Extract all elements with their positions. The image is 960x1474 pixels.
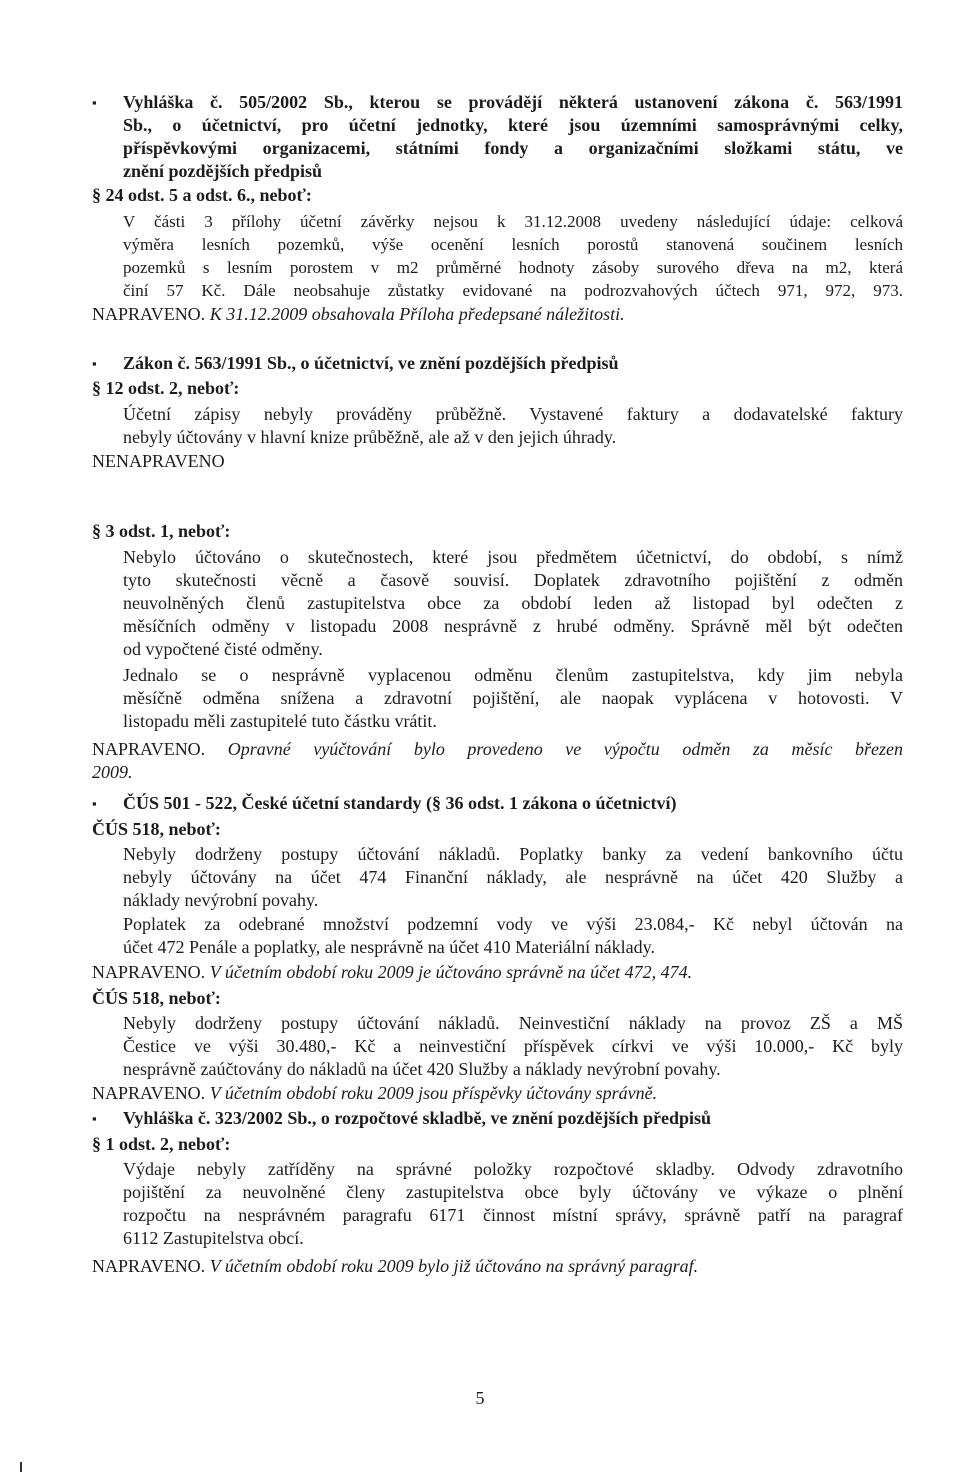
section-3-text-3 — [123, 1012, 903, 1081]
section-4-status — [92, 1255, 698, 1278]
section-2-status-1: NENAPRAVENO — [92, 451, 225, 471]
status-label: NAPRAVENO. — [92, 1083, 206, 1103]
section-2-text-1 — [123, 403, 903, 449]
section-3-heading: ČÚS 501 - 522, České účetní standardy (§ 36 odst. 1 zákona o účetnictví) — [123, 793, 677, 813]
text-line: tyto skutečnosti věcně a časově souvisí. Doplatek zdravotního pojištění z odměn — [123, 570, 903, 590]
text-line: nesprávně zaúčtovány do nákladů na účet 420 Služby a náklady nevýrobní povahy. — [123, 1059, 721, 1079]
text-line: 6112 Zastupitelstva obcí. — [123, 1228, 304, 1248]
bullet-icon: ▪ — [92, 1111, 97, 1126]
page-number: 5 — [475, 1388, 485, 1408]
text-line: náklady nevýrobní povahy. — [123, 890, 319, 910]
scan-mark — [20, 1462, 22, 1472]
text-line: od vypočtené čisté odměny. — [123, 639, 323, 659]
text-line: činí 57 Kč. Dále neobsahuje zůstatky evidované na podrozvahových účtech 971, 972, 973. — [123, 281, 903, 300]
text-line: Poplatek za odebrané množství podzemní vody ve výši 23.084,- Kč nebyl účtován na — [123, 914, 903, 934]
status-label: NAPRAVENO. — [92, 739, 206, 759]
section-3-subheading-2: ČÚS 518, neboť: — [92, 988, 221, 1008]
status-label: NAPRAVENO. — [92, 1256, 206, 1276]
bullet-icon: ▪ — [92, 95, 97, 110]
heading-line: příspěvkovými organizacemi, státními fondy a organizačními složkami státu, ve — [123, 138, 903, 158]
text-line: V části 3 přílohy účetní závěrky nejsou k 31.12.2008 uvedeny následující údaje: celková — [123, 212, 903, 231]
status-note: 2009. — [92, 762, 133, 782]
text-line: účet 472 Penále a poplatky, ale nesprávně na účet 410 Materiální náklady. — [123, 937, 655, 957]
text-line: rozpočtu na nesprávném paragrafu 6171 činnost místní správy, správně patří na paragraf — [123, 1205, 903, 1225]
bullet-icon: ▪ — [92, 796, 97, 811]
section-1-heading — [123, 91, 903, 183]
text-line: pozemků s lesním porostem v m2 průměrné hodnoty zásoby surového dřeva na m2, která — [123, 258, 903, 277]
section-3-text-2 — [123, 913, 903, 959]
text-line: Nebylo účtováno o skutečnostech, které jsou předmětem účetnictví, do období, s nímž — [123, 547, 903, 567]
text-line: Nebyly dodrženy postupy účtování nákladů. Poplatky banky za vedení bankovního účtu — [123, 844, 903, 864]
section-3-status-2 — [92, 1082, 657, 1105]
section-1-text — [123, 210, 903, 302]
text-line: Účetní zápisy nebyly prováděny průběžně. Vystavené faktury a dodavatelské faktury — [123, 404, 903, 424]
section-2-heading: Zákon č. 563/1991 Sb., o účetnictví, ve znění pozdějších předpisů — [123, 353, 619, 373]
text-line: Nebyly dodrženy postupy účtování nákladů. Neinvestiční náklady na provoz ZŠ a MŠ — [123, 1013, 903, 1033]
heading-line: Sb., o účetnictví, pro účetní jednotky, které jsou územními samosprávnými celky, — [123, 115, 903, 135]
section-1-paragraph-ref: § 24 odst. 5 a odst. 6., neboť: — [92, 185, 312, 205]
status-label: NAPRAVENO. — [92, 304, 206, 324]
text-line: pojištění za neuvolněné členy zastupitelstva obce byly účtovány ve výkaze o plnění — [123, 1182, 903, 1202]
text-line: neuvolněných členů zastupitelstva obce za období leden až listopad byl odečten z — [123, 593, 903, 613]
text-line: měsíčně odměna snížena a zdravotní pojištění, ale naopak vyplácena v hotovosti. V — [123, 688, 903, 708]
section-3-status-1 — [92, 961, 692, 984]
section-4-paragraph-ref: § 1 odst. 2, neboť: — [92, 1134, 231, 1154]
status-note: K 31.12.2009 obsahovala Příloha předepsané náležitosti. — [209, 304, 625, 324]
heading-line: znění pozdějších předpisů — [123, 161, 323, 181]
text-line: listopadu měli zastupitelé tuto částku vrátit. — [123, 711, 437, 731]
status-note: V účetním období roku 2009 bylo již účtováno na správný paragraf. — [209, 1256, 699, 1276]
text-line: nebyly účtovány v hlavní knize průběžně, ale až v den jejich úhrady. — [123, 427, 617, 447]
status-note: V účetním období roku 2009 je účtováno správně na účet 472, 474. — [209, 962, 693, 982]
status-note: V účetním období roku 2009 jsou příspěvky účtovány správně. — [209, 1083, 658, 1103]
section-2-text-3 — [123, 664, 903, 733]
text-line: výměra lesních pozemků, výše ocenění lesních porostů stanovená součinem lesních — [123, 235, 903, 254]
text-line: měsíčních odměny v listopadu 2008 nesprávně z hrubé odměny. Správně měl být odečten — [123, 616, 903, 636]
section-2-status-2 — [92, 738, 903, 784]
text-line: Jednalo se o nesprávně vyplacenou odměnu členům zastupitelstva, kdy jim nebyla — [123, 665, 903, 685]
section-1-status — [92, 303, 625, 326]
text-line: Výdaje nebyly zatříděny na správné položky rozpočtové skladby. Odvody zdravotního — [123, 1159, 903, 1179]
status-note: Opravné vyúčtování bylo provedeno ve výpočtu odměn za měsíc březen — [227, 739, 904, 759]
text-line: Čestice ve výši 30.480,- Kč a neinvestiční příspěvek církvi ve výši 10.000,- Kč byly — [123, 1036, 903, 1056]
status-label: NAPRAVENO. — [92, 962, 206, 982]
text-line: nebyly účtovány na účet 474 Finanční náklady, ale nesprávně na účet 420 Služby a — [123, 867, 903, 887]
section-3-subheading-1: ČÚS 518, neboť: — [92, 819, 221, 839]
section-4-heading: Vyhláška č. 323/2002 Sb., o rozpočtové skladbě, ve znění pozdějších předpisů — [123, 1108, 712, 1128]
heading-line: Vyhláška č. 505/2002 Sb., kterou se provádějí některá ustanovení zákona č. 563/1991 — [123, 92, 903, 112]
section-2-paragraph-ref-2: § 3 odst. 1, neboť: — [92, 521, 231, 541]
bullet-icon: ▪ — [92, 356, 97, 371]
section-4-text — [123, 1158, 903, 1250]
section-2-paragraph-ref-1: § 12 odst. 2, neboť: — [92, 378, 240, 398]
section-2-text-2 — [123, 546, 903, 661]
section-3-text-1 — [123, 843, 903, 912]
